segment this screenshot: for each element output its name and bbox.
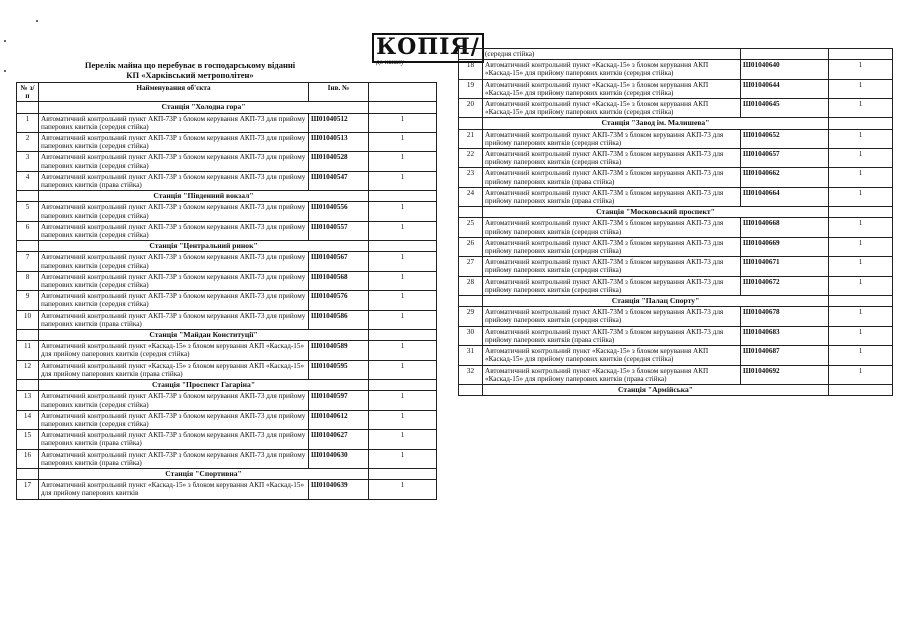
quantity: 1 (829, 365, 893, 384)
item-name: Автоматичний контрольний пункт АКП-73Р з блоком керування АКП-73 для прийому паперових квитків (права стійка) (39, 171, 309, 190)
row-number: 16 (17, 449, 39, 468)
table-row (459, 346, 893, 365)
row-number: 15 (17, 430, 39, 449)
table-row (17, 291, 437, 310)
header-num: № з/п (17, 83, 39, 102)
inventory-number: Ш01040612 (309, 410, 369, 429)
station-name: Станція "Проспект Гагаріна" (39, 380, 369, 391)
station-name: Станція "Армійська" (483, 384, 829, 395)
inventory-number: Ш01040692 (741, 365, 829, 384)
item-name: Автоматичний контрольний пункт «Каскад-15» з блоком керування АКП «Каскад-15» для прийому паперових квитків (середня стійка) (483, 79, 741, 98)
table-row (459, 257, 893, 276)
title-line-1: Перелік майна що перебуває в господарському віданні (84, 60, 296, 70)
row-number: 1 (17, 113, 39, 132)
station-cell-blank (17, 330, 39, 341)
quantity: 1 (369, 291, 437, 310)
quantity: 1 (369, 480, 437, 499)
item-name: Автоматичний контрольний пункт АКП-73Р з блоком керування АКП-73 для прийому паперових квитків (середня стійка) (39, 410, 309, 429)
station-cell-blank (369, 241, 437, 252)
station-cell-blank (829, 118, 893, 129)
station-row (17, 330, 437, 341)
title-line-2: КП «Харківський метрополітен» (126, 70, 254, 80)
station-row (17, 241, 437, 252)
quantity: 1 (369, 113, 437, 132)
item-name: Автоматичний контрольний пункт «Каскад-15» з блоком керування АКП «Каскад-15» для прийому паперових квитків (середня стійка) (483, 60, 741, 79)
item-name: Автоматичний контрольний пункт АКП-73Р з блоком керування АКП-73 для прийому паперових квитків (права стійка) (39, 310, 309, 329)
table-header-row (17, 83, 437, 102)
table-row (459, 187, 893, 206)
item-name: Автоматичний контрольний пункт АКП-73М з блоком керування АКП-73 для прийому паперових квитків (середня стійка) (483, 129, 741, 148)
table-row (459, 326, 893, 345)
station-name: Станція "Південний вокзал" (39, 191, 369, 202)
table-row (17, 449, 437, 468)
row-number: 6 (17, 221, 39, 240)
item-name: Автоматичний контрольний пункт АКП-73Р з блоком керування АКП-73 для прийому паперових квитків (середня стійка) (39, 113, 309, 132)
inventory-number: Ш01040669 (741, 237, 829, 256)
item-name: Автоматичний контрольний пункт АКП-73М з блоком керування АКП-73 для прийому паперових квитків (права стійка) (483, 168, 741, 187)
row-number: 3 (17, 152, 39, 171)
quantity: 1 (369, 221, 437, 240)
item-name: Автоматичний контрольний пункт «Каскад-15» з блоком керування АКП «Каскад-15» для прийому паперових квитків (середня стійка) (39, 341, 309, 360)
quantity: 1 (369, 271, 437, 290)
station-cell-blank (369, 380, 437, 391)
item-name: Автоматичний контрольний пункт АКП-73Р з блоком керування АКП-73 для прийому паперових квитків (права стійка) (39, 449, 309, 468)
quantity: 1 (369, 252, 437, 271)
right-table-body (459, 49, 893, 396)
item-name: Автоматичний контрольний пункт «Каскад-15» з блоком керування АКП «Каскад-15» для прийому паперових квитків (39, 480, 309, 499)
quantity (829, 49, 893, 60)
station-row (459, 207, 893, 218)
inventory-number: Ш01040512 (309, 113, 369, 132)
station-cell-blank (459, 207, 483, 218)
quantity: 1 (829, 237, 893, 256)
station-cell-blank (17, 191, 39, 202)
row-number: 27 (459, 257, 483, 276)
row-number: 19 (459, 79, 483, 98)
table-row (17, 252, 437, 271)
inventory-number: Ш01040644 (741, 79, 829, 98)
row-number: 18 (459, 60, 483, 79)
table-row (459, 79, 893, 98)
table-row (17, 202, 437, 221)
table-row (17, 360, 437, 379)
table-row (17, 430, 437, 449)
item-name: Автоматичний контрольний пункт АКП-73М з блоком керування АКП-73 для прийому паперових квитків (середня стійка) (483, 257, 741, 276)
quantity: 1 (369, 310, 437, 329)
right-page (452, 0, 892, 643)
table-row (17, 171, 437, 190)
item-name: Автоматичний контрольний пункт АКП-73М з блоком керування АКП-73 для прийому паперових квитків (середня стійка) (483, 307, 741, 326)
document-title (40, 60, 340, 80)
station-cell-blank (17, 241, 39, 252)
row-number: 12 (17, 360, 39, 379)
inventory-number: Ш01040630 (309, 449, 369, 468)
inventory-number: Ш01040639 (309, 480, 369, 499)
inventory-number: Ш01040568 (309, 271, 369, 290)
table-row (17, 271, 437, 290)
quantity: 1 (829, 60, 893, 79)
station-row (459, 296, 893, 307)
quantity: 1 (829, 307, 893, 326)
inventory-number: Ш01040664 (741, 187, 829, 206)
item-name: Автоматичний контрольний пункт АКП-73Р з блоком керування АКП-73 для прийому паперових квитків (середня стійка) (39, 152, 309, 171)
row-number: 23 (459, 168, 483, 187)
item-name: Автоматичний контрольний пункт АКП-73Р з блоком керування АКП-73 для прийому паперових квитків (права стійка) (39, 430, 309, 449)
item-name: (середня стійка) (483, 49, 741, 60)
station-cell-blank (459, 296, 483, 307)
table-row (459, 365, 893, 384)
row-number: 30 (459, 326, 483, 345)
quantity: 1 (829, 346, 893, 365)
header-name: Найменування об'єкта (39, 83, 309, 102)
row-number: 20 (459, 99, 483, 118)
station-name: Станція "Московський проспект" (483, 207, 829, 218)
inventory-number: Ш01040652 (741, 129, 829, 148)
station-name: Станція "Спортивна" (39, 468, 369, 479)
table-row (17, 133, 437, 152)
table-row (459, 218, 893, 237)
row-number: 32 (459, 365, 483, 384)
inventory-number: Ш01040640 (741, 60, 829, 79)
station-cell-blank (17, 102, 39, 113)
station-name: Станція "Завод ім. Малишева" (483, 118, 829, 129)
item-name: Автоматичний контрольний пункт АКП-73М з блоком керування АКП-73 для прийому паперових квитків (середня стійка) (483, 276, 741, 295)
table-row (17, 480, 437, 499)
quantity: 1 (829, 168, 893, 187)
item-name: Автоматичний контрольний пункт АКП-73М з блоком керування АКП-73 для прийому паперових квитків (середня стійка) (483, 237, 741, 256)
row-number: 21 (459, 129, 483, 148)
row-number: 24 (459, 187, 483, 206)
row-number: 31 (459, 346, 483, 365)
inventory-number: Ш01040576 (309, 291, 369, 310)
quantity: 1 (369, 449, 437, 468)
right-inventory-table (458, 48, 893, 396)
inventory-number: Ш01040556 (309, 202, 369, 221)
table-row (459, 149, 893, 168)
scan-speck (4, 40, 6, 42)
row-number: 17 (17, 480, 39, 499)
row-number: 8 (17, 271, 39, 290)
item-name: Автоматичний контрольний пункт АКП-73Р з блоком керування АКП-73 для прийому паперових квитків (середня стійка) (39, 271, 309, 290)
item-name: Автоматичний контрольний пункт АКП-73Р з блоком керування АКП-73 для прийому паперових квитків (середня стійка) (39, 391, 309, 410)
inventory-number: Ш01040586 (309, 310, 369, 329)
quantity: 1 (829, 276, 893, 295)
inventory-number: Ш01040645 (741, 99, 829, 118)
item-name: Автоматичний контрольний пункт АКП-73Р з блоком керування АКП-73 для прийому паперових квитків (середня стійка) (39, 221, 309, 240)
station-cell-blank (829, 384, 893, 395)
inventory-number: Ш01040528 (309, 152, 369, 171)
inventory-number: Ш01040662 (741, 168, 829, 187)
station-cell-blank (829, 207, 893, 218)
row-number: 14 (17, 410, 39, 429)
table-row (17, 221, 437, 240)
inventory-number: Ш01040557 (309, 221, 369, 240)
item-name: Автоматичний контрольний пункт АКП-73Р з блоком керування АКП-73 для прийому паперових квитків (середня стійка) (39, 202, 309, 221)
quantity: 1 (829, 187, 893, 206)
quantity: 1 (369, 410, 437, 429)
station-cell-blank (369, 468, 437, 479)
copy-stamp: КОПІЯ/ (372, 33, 484, 63)
row-number: 22 (459, 149, 483, 168)
quantity: 1 (369, 391, 437, 410)
row-number: 11 (17, 341, 39, 360)
quantity: 1 (369, 341, 437, 360)
quantity: 1 (369, 202, 437, 221)
row-number: 2 (17, 133, 39, 152)
station-cell-blank (369, 102, 437, 113)
item-name: Автоматичний контрольний пункт АКП-73Р з блоком керування АКП-73 для прийому паперових квитків (середня стійка) (39, 133, 309, 152)
table-row (459, 237, 893, 256)
table-row (459, 276, 893, 295)
station-row (459, 118, 893, 129)
quantity: 1 (829, 326, 893, 345)
inventory-number: Ш01040547 (309, 171, 369, 190)
table-row (459, 60, 893, 79)
row-number: 13 (17, 391, 39, 410)
inventory-number: Ш01040657 (741, 149, 829, 168)
station-cell-blank (459, 384, 483, 395)
inventory-number: Ш01040567 (309, 252, 369, 271)
table-row (17, 310, 437, 329)
row-number: 29 (459, 307, 483, 326)
quantity: 1 (829, 218, 893, 237)
station-cell-blank (17, 468, 39, 479)
station-cell-blank (829, 296, 893, 307)
inventory-number: Ш01040683 (741, 326, 829, 345)
inventory-number: Ш01040597 (309, 391, 369, 410)
inventory-number: Ш01040671 (741, 257, 829, 276)
station-row (17, 102, 437, 113)
inventory-number: Ш01040595 (309, 360, 369, 379)
row-number: 10 (17, 310, 39, 329)
quantity: 1 (369, 152, 437, 171)
scan-speck (36, 20, 38, 22)
inventory-number (741, 49, 829, 60)
item-name: Автоматичний контрольний пункт АКП-73М з блоком керування АКП-73 для прийому паперових квитків (середня стійка) (483, 149, 741, 168)
quantity: 1 (829, 129, 893, 148)
appendix-note: до наказу (376, 58, 405, 66)
inventory-number: Ш01040513 (309, 133, 369, 152)
item-name: Автоматичний контрольний пункт АКП-73Р з блоком керування АКП-73 для прийому паперових квитків (середня стійка) (39, 291, 309, 310)
table-row (459, 129, 893, 148)
row-number: 5 (17, 202, 39, 221)
item-name: Автоматичний контрольний пункт АКП-73М з блоком керування АКП-73 для прийому паперових квитків (права стійка) (483, 187, 741, 206)
table-row (459, 307, 893, 326)
inventory-number: Ш01040678 (741, 307, 829, 326)
table-row (17, 410, 437, 429)
item-name: Автоматичний контрольний пункт АКП-73М з блоком керування АКП-73 для прийому паперових квитків (середня стійка) (483, 218, 741, 237)
quantity: 1 (829, 257, 893, 276)
quantity: 1 (369, 360, 437, 379)
item-name: Автоматичний контрольний пункт «Каскад-15» з блоком керування АКП «Каскад-15» для прийому паперових квитків (середня стійка) (483, 99, 741, 118)
inventory-number: Ш01040668 (741, 218, 829, 237)
station-name: Станція "Палац Спорту" (483, 296, 829, 307)
header-qty (369, 83, 437, 102)
row-number: 25 (459, 218, 483, 237)
table-row (459, 49, 893, 60)
table-row (17, 341, 437, 360)
row-number: 4 (17, 171, 39, 190)
item-name: Автоматичний контрольний пункт «Каскад-15» з блоком керування АКП «Каскад-15» для прийому паперових квитків (середня стійка) (483, 346, 741, 365)
station-row (459, 384, 893, 395)
row-number: 28 (459, 276, 483, 295)
item-name: Автоматичний контрольний пункт «Каскад-15» з блоком керування АКП «Каскад-15» для прийому паперових квитків (права стійка) (39, 360, 309, 379)
quantity: 1 (829, 149, 893, 168)
table-row (17, 152, 437, 171)
item-name: Автоматичний контрольний пункт АКП-73М з блоком керування АКП-73 для прийому паперових квитків (права стійка) (483, 326, 741, 345)
table-row (17, 391, 437, 410)
left-page (0, 0, 440, 643)
station-cell-blank (459, 118, 483, 129)
item-name: Автоматичний контрольний пункт АКП-73Р з блоком керування АКП-73 для прийому паперових квитків (середня стійка) (39, 252, 309, 271)
inventory-number: Ш01040589 (309, 341, 369, 360)
quantity: 1 (369, 133, 437, 152)
station-row (17, 191, 437, 202)
row-number: 7 (17, 252, 39, 271)
table-row (17, 113, 437, 132)
left-inventory-table (16, 82, 437, 500)
header-inv: Інв. № (309, 83, 369, 102)
inventory-number: Ш01040672 (741, 276, 829, 295)
item-name: Автоматичний контрольний пункт «Каскад-15» з блоком керування АКП «Каскад-15» для прийому паперових квитків (права стійка) (483, 365, 741, 384)
quantity: 1 (369, 430, 437, 449)
station-cell-blank (17, 380, 39, 391)
inventory-number: Ш01040627 (309, 430, 369, 449)
station-name: Станція "Холодна гора" (39, 102, 369, 113)
station-name: Станція "Майдан Конституції" (39, 330, 369, 341)
row-number: 26 (459, 237, 483, 256)
quantity: 1 (369, 171, 437, 190)
table-row (459, 168, 893, 187)
station-cell-blank (369, 191, 437, 202)
scan-speck (4, 70, 6, 72)
station-row (17, 380, 437, 391)
row-number (459, 49, 483, 60)
quantity: 1 (829, 79, 893, 98)
station-name: Станція "Центральний ринок" (39, 241, 369, 252)
quantity: 1 (829, 99, 893, 118)
table-row (459, 99, 893, 118)
inventory-number: Ш01040687 (741, 346, 829, 365)
station-cell-blank (369, 330, 437, 341)
left-table-body (17, 102, 437, 499)
station-row (17, 468, 437, 479)
row-number: 9 (17, 291, 39, 310)
